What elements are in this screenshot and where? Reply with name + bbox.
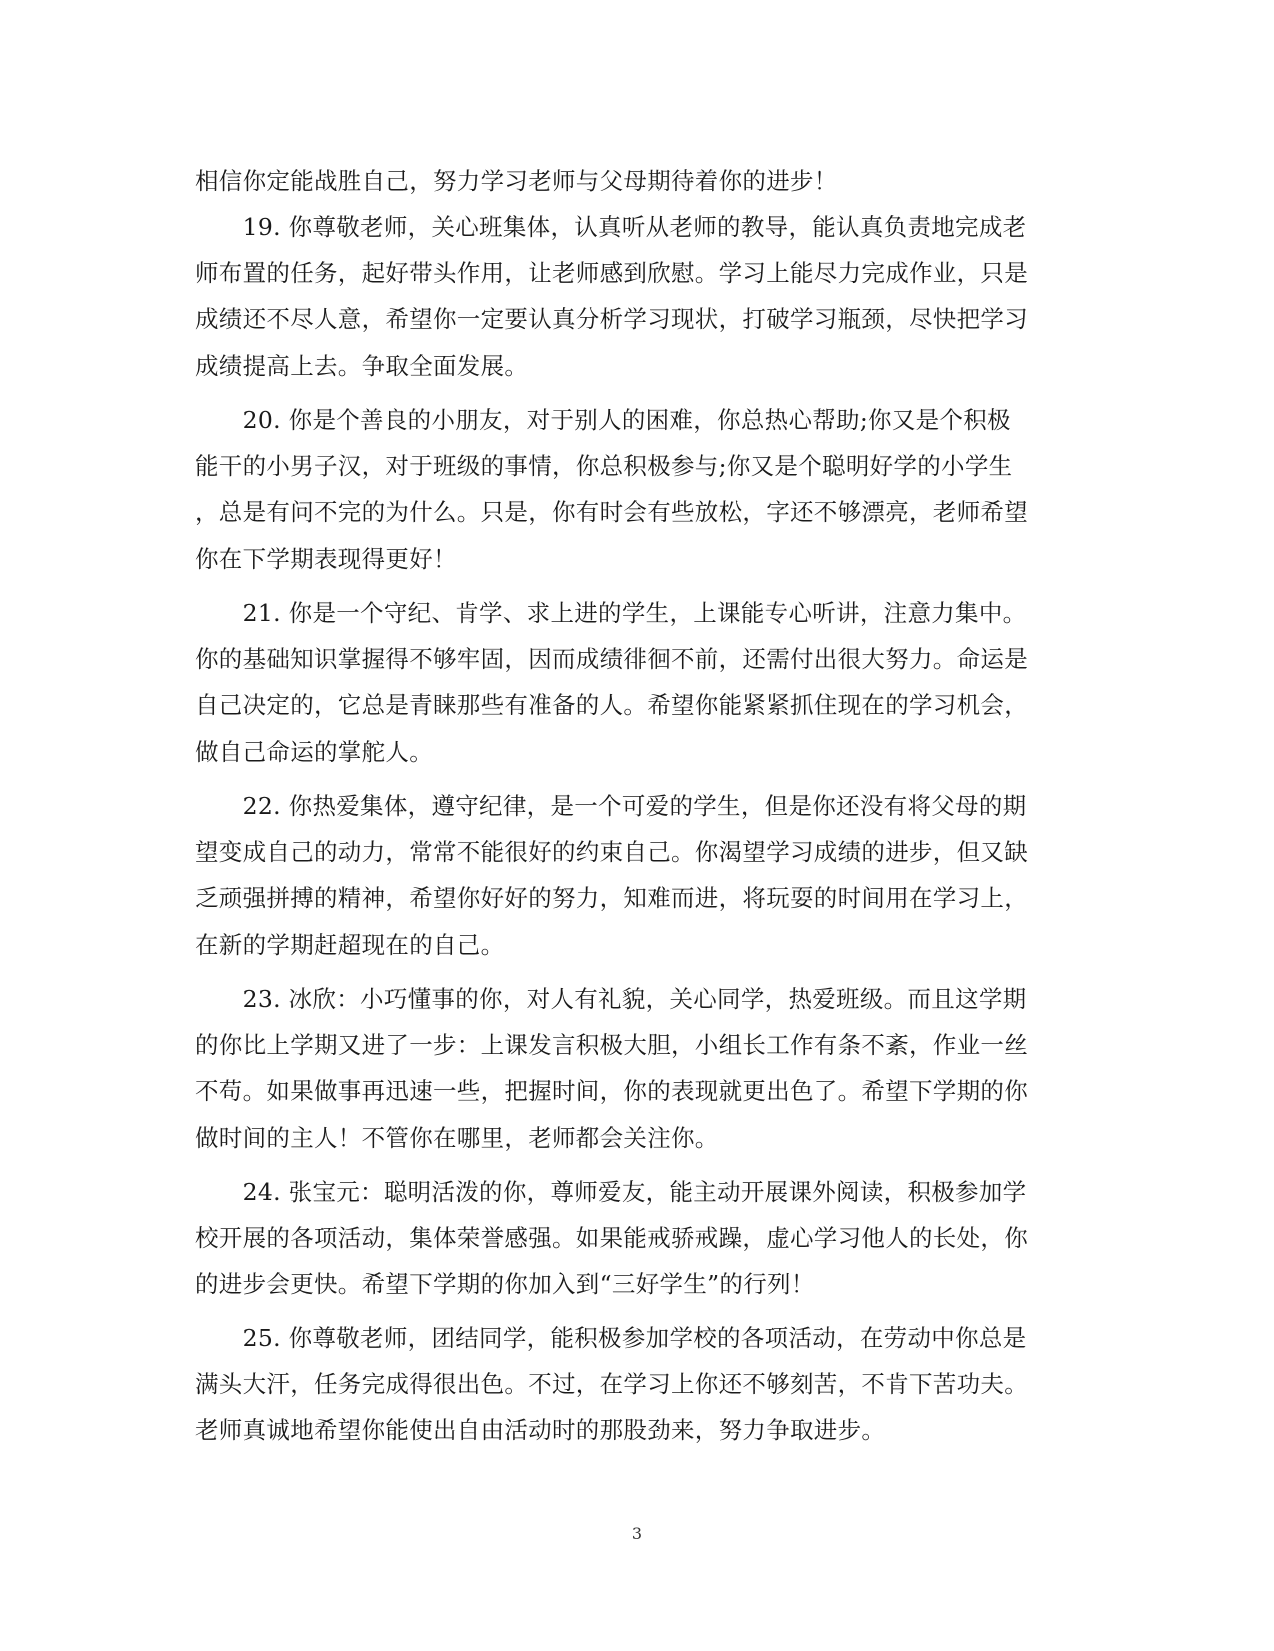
text-line: 满头大汗，任务完成得很出色。不过，在学习上你还不够刻苦，不肯下苦功夫。: [195, 1370, 1028, 1398]
text-line: 望变成自己的动力，常常不能很好的约束自己。你渴望学习成绩的进步，但又缺: [195, 838, 1028, 866]
page-number: 3: [631, 1524, 643, 1543]
text-line: 成绩提高上去。争取全面发展。: [195, 352, 529, 380]
text-line: 你的基础知识掌握得不够牢固，因而成绩徘徊不前，还需付出很大努力。命运是: [195, 645, 1028, 673]
text-line: 23. 冰欣：小巧懂事的你，对人有礼貌，关心同学，热爱班级。而且这学期: [195, 985, 1027, 1013]
text-line: 20. 你是个善良的小朋友，对于别人的困难，你总热心帮助;你又是个积极: [195, 406, 1011, 434]
text-line: 做时间的主人！不管你在哪里，老师都会关注你。: [195, 1124, 719, 1152]
text-line: 乏顽强拼搏的精神，希望你好好的努力，知难而进，将玩耍的时间用在学习上，: [195, 884, 1028, 912]
text-line: 你在下学期表现得更好！: [195, 545, 457, 573]
text-line: 校开展的各项活动，集体荣誉感强。如果能戒骄戒躁，虚心学习他人的长处，你: [195, 1224, 1028, 1252]
text-line: 的进步会更快。希望下学期的你加入到“三好学生”的行列！: [195, 1270, 815, 1298]
text-line: 师布置的任务，起好带头作用，让老师感到欣慰。学习上能尽力完成作业，只是: [195, 259, 1028, 287]
text-line: 19. 你尊敬老师，关心班集体，认真听从老师的教导，能认真负责地完成老: [195, 213, 1027, 241]
text-line: 能干的小男子汉，对于班级的事情，你总积极参与;你又是个聪明好学的小学生: [195, 452, 1013, 480]
text-line: 25. 你尊敬老师，团结同学，能积极参加学校的各项活动，在劳动中你总是: [195, 1324, 1027, 1352]
text-line: 的你比上学期又进了一步：上课发言积极大胆，小组长工作有条不紊，作业一丝: [195, 1031, 1028, 1059]
text-line: 自己决定的，它总是青睐那些有准备的人。希望你能紧紧抓住现在的学习机会，: [195, 691, 1028, 719]
text-line: 在新的学期赶超现在的自己。: [195, 931, 505, 959]
text-line: 做自己命运的掌舵人。: [195, 738, 433, 766]
text-line: 老师真诚地希望你能使出自由活动时的那股劲来，努力争取进步。: [195, 1416, 886, 1444]
text-line: 24. 张宝元：聪明活泼的你，尊师爱友，能主动开展课外阅读，积极参加学: [195, 1178, 1027, 1206]
text-line: 相信你定能战胜自己，努力学习老师与父母期待着你的进步！: [195, 167, 838, 195]
text-line: 22. 你热爱集体，遵守纪律，是一个可爱的学生，但是你还没有将父母的期: [195, 792, 1027, 820]
text-line: ，总是有问不完的为什么。只是，你有时会有些放松，字还不够漂亮，老师希望: [195, 498, 1028, 526]
text-line: 不苟。如果做事再迅速一些，把握时间，你的表现就更出色了。希望下学期的你: [195, 1077, 1028, 1105]
text-line: 成绩还不尽人意，希望你一定要认真分析学习现状，打破学习瓶颈，尽快把学习: [195, 305, 1028, 333]
text-line: 21. 你是一个守纪、肯学、求上进的学生，上课能专心听讲，注意力集中。: [195, 599, 1027, 627]
